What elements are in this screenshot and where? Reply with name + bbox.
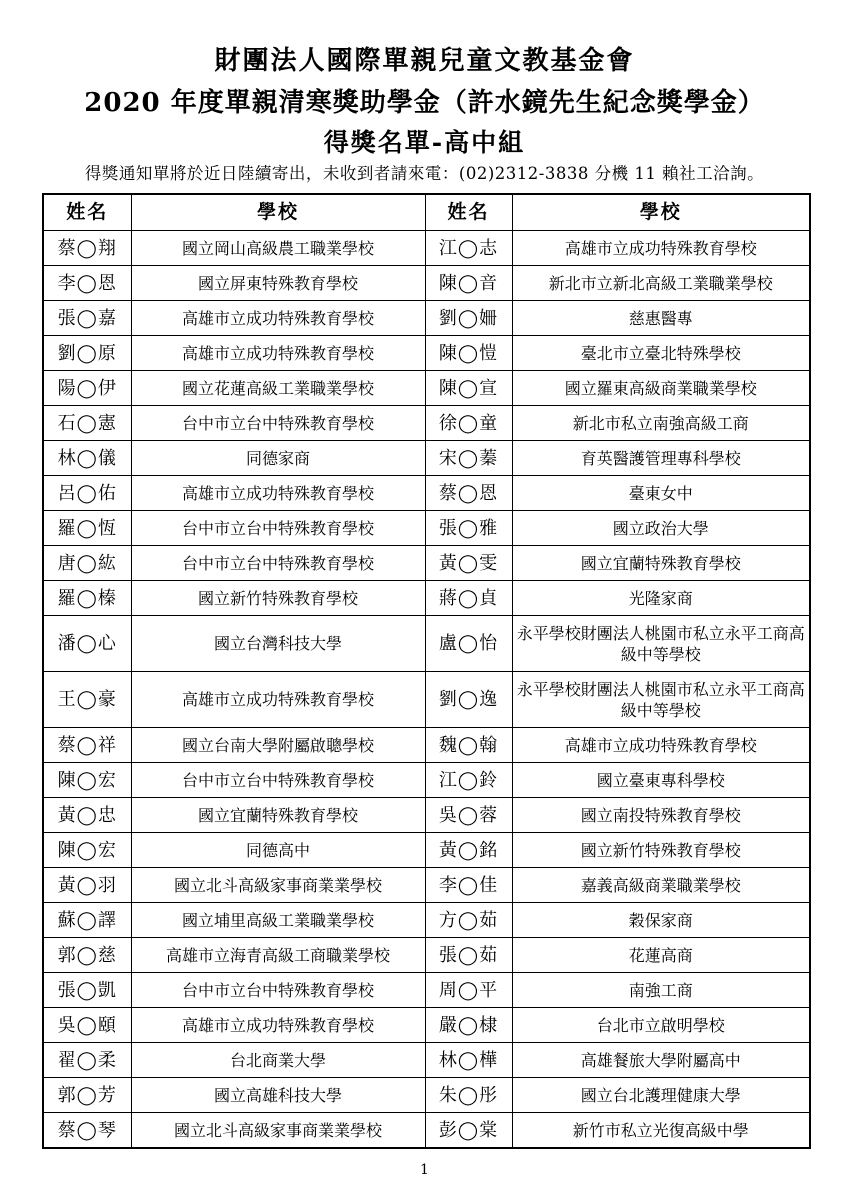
table-row <box>43 336 810 371</box>
column-header-school: 學校 <box>131 194 425 231</box>
school-cell: 高雄市立成功特殊教育學校 <box>131 476 425 511</box>
school-cell: 國立台北護理健康大學 <box>512 1078 810 1113</box>
student-name-cell: 宋◯蓁 <box>425 441 512 476</box>
table-row <box>43 868 810 903</box>
school-cell: 國立北斗高級家事商業業學校 <box>131 868 425 903</box>
school-cell: 高雄市立成功特殊教育學校 <box>131 1008 425 1043</box>
student-name-cell: 吳◯頤 <box>43 1008 131 1043</box>
table-row <box>43 833 810 868</box>
table-row <box>43 406 810 441</box>
student-name-cell: 陳◯愷 <box>425 336 512 371</box>
school-cell: 國立高雄科技大學 <box>131 1078 425 1113</box>
table-row <box>43 1078 810 1113</box>
table-row <box>43 231 810 266</box>
table-row <box>43 441 810 476</box>
student-name-cell: 吳◯蓉 <box>425 798 512 833</box>
school-cell: 永平學校財團法人桃園市私立永平工商高級中等學校 <box>512 672 810 728</box>
school-cell: 國立岡山高級農工職業學校 <box>131 231 425 266</box>
student-name-cell: 方◯茹 <box>425 903 512 938</box>
school-cell: 臺東女中 <box>512 476 810 511</box>
school-cell: 南強工商 <box>512 973 810 1008</box>
school-cell: 新北市立新北高級工業職業學校 <box>512 266 810 301</box>
student-name-cell: 蔡◯恩 <box>425 476 512 511</box>
page-number: 1 <box>420 1162 429 1178</box>
student-name-cell: 蘇◯譯 <box>43 903 131 938</box>
student-name-cell: 劉◯姍 <box>425 301 512 336</box>
table-row <box>43 1008 810 1043</box>
student-name-cell: 呂◯佑 <box>43 476 131 511</box>
student-name-cell: 羅◯榛 <box>43 581 131 616</box>
school-cell: 國立新竹特殊教育學校 <box>131 581 425 616</box>
student-name-cell: 劉◯逸 <box>425 672 512 728</box>
student-name-cell: 李◯佳 <box>425 868 512 903</box>
school-cell: 國立新竹特殊教育學校 <box>512 833 810 868</box>
column-header-name: 姓名 <box>425 194 512 231</box>
student-name-cell: 潘◯心 <box>43 616 131 672</box>
school-cell: 高雄市立成功特殊教育學校 <box>131 301 425 336</box>
student-name-cell: 盧◯怡 <box>425 616 512 672</box>
table-row <box>43 1043 810 1078</box>
school-cell: 國立南投特殊教育學校 <box>512 798 810 833</box>
student-name-cell: 蔣◯貞 <box>425 581 512 616</box>
student-name-cell: 嚴◯棣 <box>425 1008 512 1043</box>
student-name-cell: 黃◯忠 <box>43 798 131 833</box>
school-cell: 新北市私立南強高級工商 <box>512 406 810 441</box>
student-name-cell: 黃◯羽 <box>43 868 131 903</box>
school-cell: 高雄餐旅大學附屬高中 <box>512 1043 810 1078</box>
student-name-cell: 郭◯慈 <box>43 938 131 973</box>
school-cell: 嘉義高級商業職業學校 <box>512 868 810 903</box>
table-row <box>43 546 810 581</box>
table-header-row <box>43 194 810 231</box>
school-cell: 同德家商 <box>131 441 425 476</box>
school-cell: 台北市立啟明學校 <box>512 1008 810 1043</box>
student-name-cell: 陽◯伊 <box>43 371 131 406</box>
school-cell: 同德高中 <box>131 833 425 868</box>
student-name-cell: 張◯茹 <box>425 938 512 973</box>
student-name-cell: 翟◯柔 <box>43 1043 131 1078</box>
table-row <box>43 938 810 973</box>
student-name-cell: 陳◯宣 <box>425 371 512 406</box>
table-row <box>43 581 810 616</box>
table-row <box>43 301 810 336</box>
student-name-cell: 張◯嘉 <box>43 301 131 336</box>
student-name-cell: 劉◯原 <box>43 336 131 371</box>
school-cell: 高雄市立海青高級工商職業學校 <box>131 938 425 973</box>
school-cell: 臺北市立臺北特殊學校 <box>512 336 810 371</box>
student-name-cell: 陳◯音 <box>425 266 512 301</box>
school-cell: 台中市立台中特殊教育學校 <box>131 511 425 546</box>
school-cell: 台中市立台中特殊教育學校 <box>131 973 425 1008</box>
table-row <box>43 1113 810 1149</box>
student-name-cell: 陳◯宏 <box>43 763 131 798</box>
school-cell: 國立花蓮高級工業職業學校 <box>131 371 425 406</box>
school-cell: 穀保家商 <box>512 903 810 938</box>
student-name-cell: 張◯凱 <box>43 973 131 1008</box>
student-name-cell: 江◯鈴 <box>425 763 512 798</box>
school-cell: 台中市立台中特殊教育學校 <box>131 763 425 798</box>
student-name-cell: 唐◯紘 <box>43 546 131 581</box>
student-name-cell: 林◯樺 <box>425 1043 512 1078</box>
school-cell: 台中市立台中特殊教育學校 <box>131 406 425 441</box>
school-cell: 光隆家商 <box>512 581 810 616</box>
school-cell: 高雄市立成功特殊教育學校 <box>512 728 810 763</box>
school-cell: 育英醫護管理專科學校 <box>512 441 810 476</box>
table-row <box>43 476 810 511</box>
student-name-cell: 王◯豪 <box>43 672 131 728</box>
student-name-cell: 朱◯彤 <box>425 1078 512 1113</box>
school-cell: 國立埔里高級工業職業學校 <box>131 903 425 938</box>
table-row <box>43 672 810 728</box>
school-cell: 高雄市立成功特殊教育學校 <box>512 231 810 266</box>
school-cell: 台中市立台中特殊教育學校 <box>131 546 425 581</box>
column-header-school: 學校 <box>512 194 810 231</box>
school-cell: 高雄市立成功特殊教育學校 <box>131 672 425 728</box>
table-row <box>43 973 810 1008</box>
table-row <box>43 371 810 406</box>
student-name-cell: 彭◯棠 <box>425 1113 512 1149</box>
student-name-cell: 周◯平 <box>425 973 512 1008</box>
table-row <box>43 763 810 798</box>
student-name-cell: 徐◯童 <box>425 406 512 441</box>
school-cell: 國立宜蘭特殊教育學校 <box>131 798 425 833</box>
student-name-cell: 張◯雅 <box>425 511 512 546</box>
table-row <box>43 798 810 833</box>
document-title-scholarship: 2020 年度單親清寒獎助學金（許水鏡先生紀念獎學金） <box>84 88 765 118</box>
student-name-cell: 黃◯銘 <box>425 833 512 868</box>
winner-table <box>42 193 811 1149</box>
school-cell: 國立臺東專科學校 <box>512 763 810 798</box>
school-cell: 新竹市私立光復高級中學 <box>512 1113 810 1149</box>
table-row <box>43 616 810 672</box>
student-name-cell: 蔡◯琴 <box>43 1113 131 1149</box>
student-name-cell: 林◯儀 <box>43 441 131 476</box>
table-row <box>43 903 810 938</box>
school-cell: 永平學校財團法人桃園市私立永平工商高級中等學校 <box>512 616 810 672</box>
school-cell: 國立屏東特殊教育學校 <box>131 266 425 301</box>
school-cell: 花蓮高商 <box>512 938 810 973</box>
student-name-cell: 江◯志 <box>425 231 512 266</box>
school-cell: 國立政治大學 <box>512 511 810 546</box>
school-cell: 國立北斗高級家事商業業學校 <box>131 1113 425 1149</box>
school-cell: 國立台南大學附屬啟聰學校 <box>131 728 425 763</box>
student-name-cell: 蔡◯翔 <box>43 231 131 266</box>
student-name-cell: 羅◯恆 <box>43 511 131 546</box>
school-cell: 慈惠醫專 <box>512 301 810 336</box>
table-row <box>43 728 810 763</box>
school-cell: 國立宜蘭特殊教育學校 <box>512 546 810 581</box>
student-name-cell: 蔡◯祥 <box>43 728 131 763</box>
student-name-cell: 郭◯芳 <box>43 1078 131 1113</box>
student-name-cell: 石◯憲 <box>43 406 131 441</box>
student-name-cell: 黃◯雯 <box>425 546 512 581</box>
student-name-cell: 魏◯翰 <box>425 728 512 763</box>
school-cell: 台北商業大學 <box>131 1043 425 1078</box>
student-name-cell: 李◯恩 <box>43 266 131 301</box>
notice-text: 得獎通知單將於近日陸續寄出，未收到者請來電：(02)2312-3838 分機 11 賴社工洽詢。 <box>84 164 765 183</box>
school-cell: 高雄市立成功特殊教育學校 <box>131 336 425 371</box>
table-row <box>43 266 810 301</box>
table-body <box>43 231 810 1149</box>
document-title-foundation: 財團法人國際單親兒童文教基金會 <box>214 46 635 76</box>
student-name-cell: 陳◯宏 <box>43 833 131 868</box>
column-header-name: 姓名 <box>43 194 131 231</box>
table-row <box>43 511 810 546</box>
document-title-list: 得獎名單-高中組 <box>323 128 526 157</box>
school-cell: 國立台灣科技大學 <box>131 616 425 672</box>
school-cell: 國立羅東高級商業職業學校 <box>512 371 810 406</box>
